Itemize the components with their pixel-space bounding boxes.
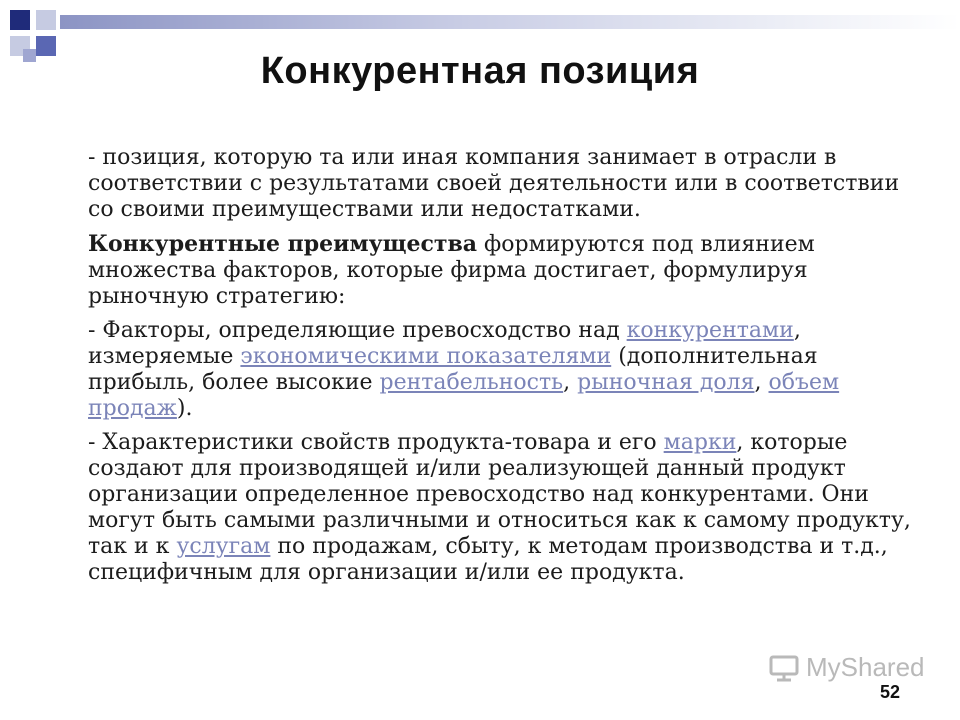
link-profitability[interactable]: рентабельность [379,370,564,395]
advantages-paragraph [88,231,918,310]
link-economic-indicators[interactable]: экономическими показателями [240,344,612,369]
presentation-screen-icon [768,654,800,682]
characteristics-paragraph [88,430,918,586]
slide-body [88,145,918,594]
advantages-term: Конкурентные преимущества [88,231,478,257]
watermark-text: MyShared [806,652,925,682]
factors-text: - Факторы, определяющие превосходство над [88,318,627,343]
definition-text: - позиция, которую та или иная компания занимает в отрасли в соответствии с результатами своей деятельности или в соответствии со своими преимуществами или недостатками. [88,145,900,222]
link-brand[interactable]: марки [663,430,737,455]
characteristics-text: - Характеристики свойств продукта-товара и его [88,430,664,455]
factors-text: , [563,370,578,395]
decor-gradient-bar [60,15,960,29]
link-sales-volume[interactable]: объем продаж [88,370,840,421]
factors-paragraph [88,318,918,422]
decor-square-dark [10,10,30,30]
slide-title: Конкурентная позиция [260,50,700,92]
decor-square-light [36,10,56,30]
characteristics-text: , которые создают для производящей и/или реализующей данный продукт организации определенное превосходство над конкурентами. Они могут быть самыми различными и относиться как к самому продукту, так и к [88,430,911,559]
definition-paragraph [88,145,918,223]
characteristics-text: по продажам, сбыту, к методам производства и т.д., специфичным для организации и/или ее продукта. [88,534,888,585]
factors-text: ). [176,396,193,421]
factors-text: , измеряемые [88,318,801,369]
page-number: 52 [880,682,901,702]
link-market-share[interactable]: рыночная доля [577,370,755,395]
watermark-logo [768,652,925,683]
factors-text: , [754,370,769,395]
factors-text: (дополнительная прибыль, более высокие [88,344,818,395]
link-competitors[interactable]: конкурентами [626,318,794,343]
advantages-text: формируются под влиянием множества факторов, которые фирма достигает, формулируя рыночную стратегию: [88,232,815,309]
link-services[interactable]: услугам [176,534,271,559]
